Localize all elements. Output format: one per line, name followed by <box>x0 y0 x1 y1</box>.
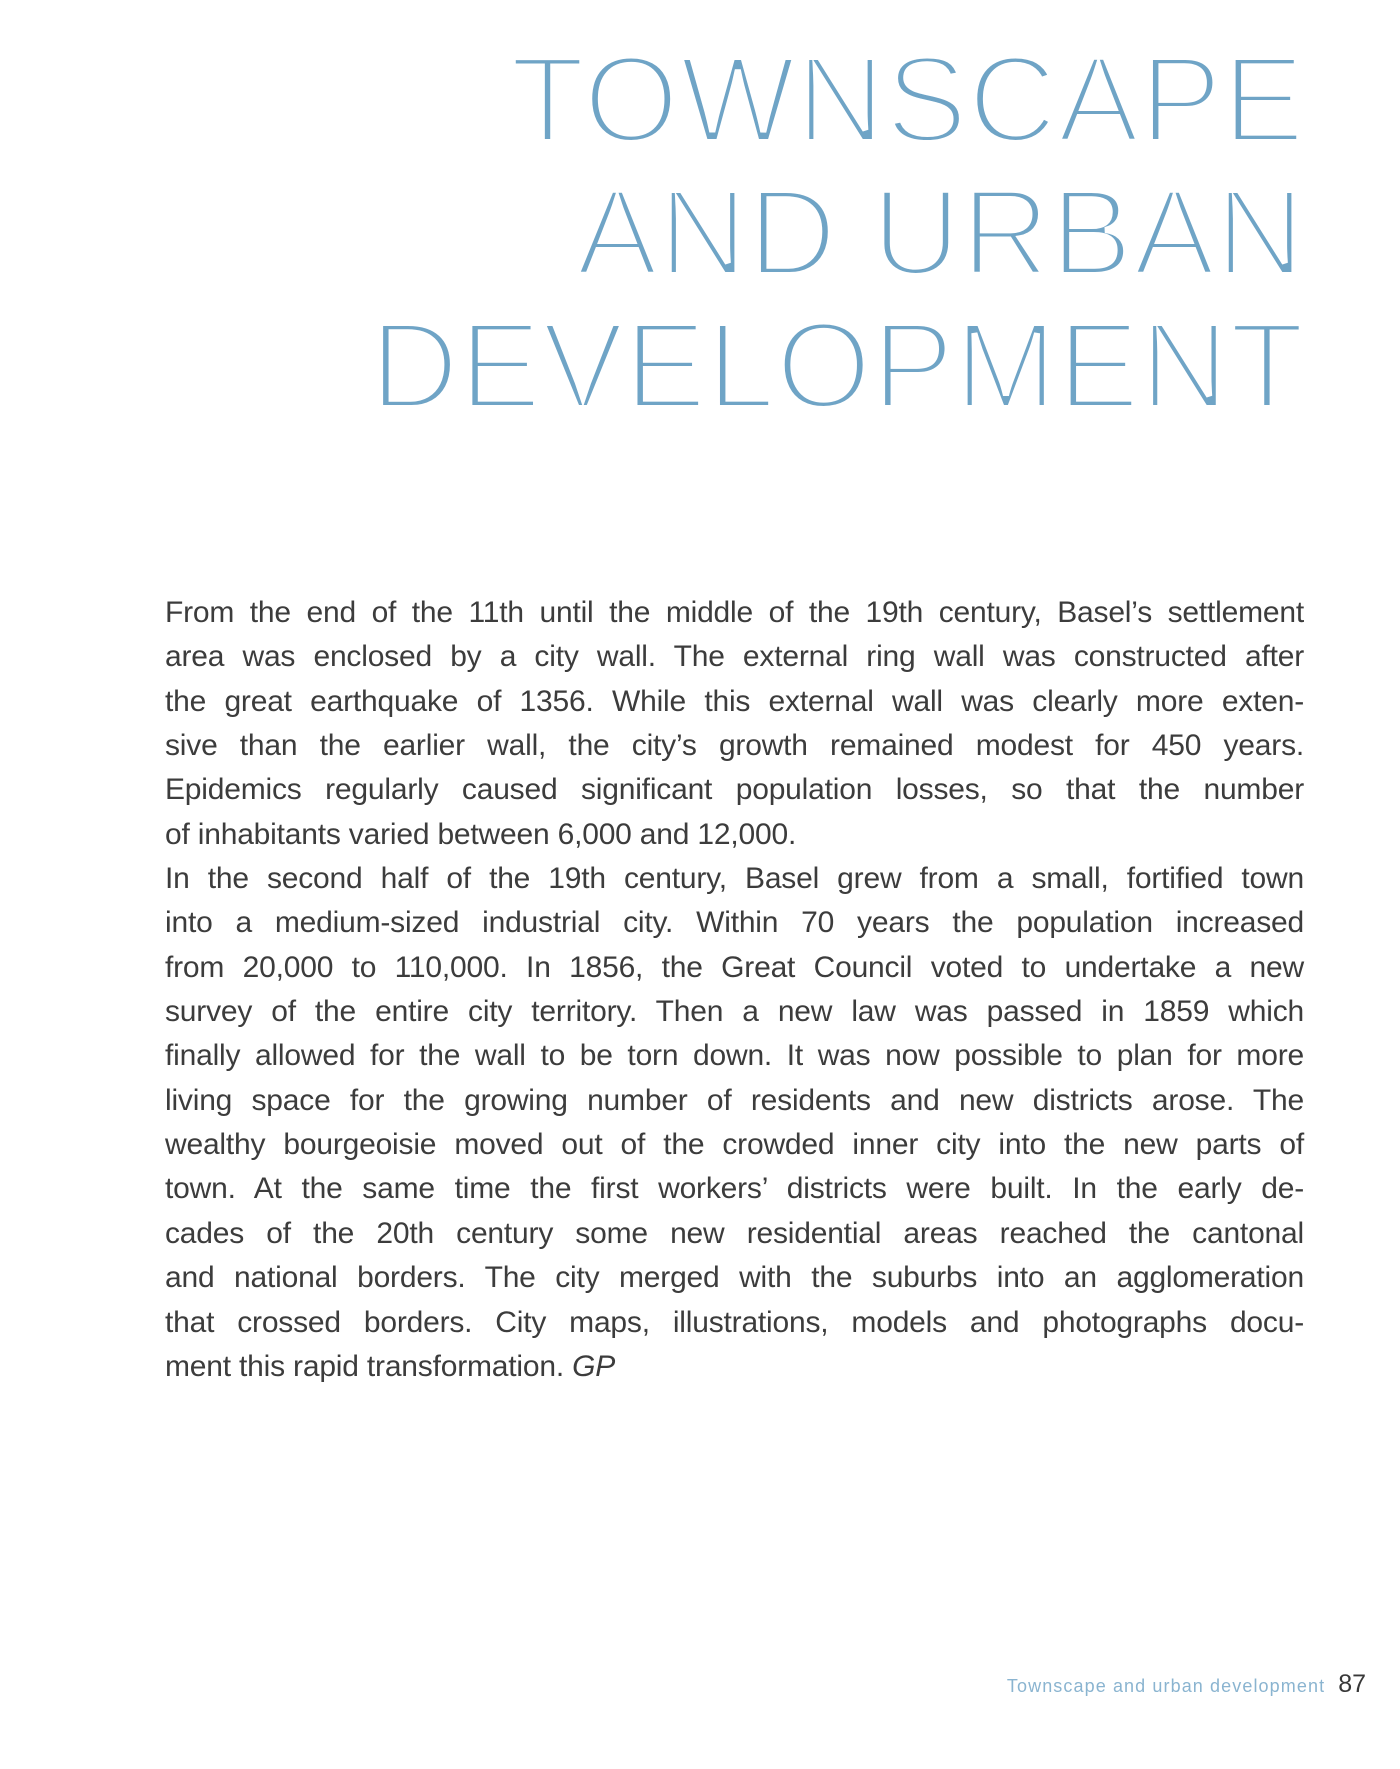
body-text-line: From the end of the 11th until the middle of the 19th century, Basel’s settlement <box>165 596 1304 629</box>
body-text-line: the great earthquake of 1356. While this external wall was clearly more exten- <box>165 684 1304 718</box>
page-footer <box>1007 1670 1366 1699</box>
chapter-title <box>100 34 1305 433</box>
body-text-line: from 20,000 to 110,000. In 1856, the Great Council voted to undertake a new <box>165 950 1304 984</box>
chapter-title-line-3: DEVELOPMENT <box>369 298 1305 435</box>
body-text-line: town. At the same time the first workers’ districts were built. In the early de- <box>165 1172 1304 1206</box>
chapter-title-line-2: AND URBAN <box>576 165 1305 302</box>
body-text-line: In the second half of the 19th century, Basel grew from a small, fortified town <box>165 862 1304 896</box>
body-text-line: living space for the growing number of residents and new districts arose. The <box>165 1083 1304 1117</box>
page-number: 87 <box>1338 1670 1366 1698</box>
chapter-intro-text <box>165 591 1304 1389</box>
body-text-line: Epidemics regularly caused significant population losses, so that the number <box>165 773 1304 807</box>
author-initials: GP <box>572 1349 616 1383</box>
body-text-line: ment this rapid transformation. GP <box>165 1349 616 1383</box>
body-text-line: survey of the entire city territory. Then a new law was passed in 1859 which <box>165 995 1304 1029</box>
body-text-line: into a medium-sized industrial city. Within 70 years the population increased <box>165 906 1304 940</box>
chapter-title-line-1: TOWNSCAPE <box>510 32 1305 169</box>
body-text-line: wealthy bourgeoisie moved out of the crowded inner city into the new parts of <box>165 1128 1304 1162</box>
body-text-line: that crossed borders. City maps, illustrations, models and photographs docu- <box>165 1305 1304 1339</box>
body-text-line: area was enclosed by a city wall. The external ring wall was constructed after <box>165 640 1304 674</box>
body-text-line: sive than the earlier wall, the city’s growth remained modest for 450 years. <box>165 729 1304 763</box>
body-text-line: finally allowed for the wall to be torn down. It was now possible to plan for more <box>165 1039 1304 1073</box>
body-text-line: cades of the 20th century some new residential areas reached the cantonal <box>165 1216 1304 1250</box>
running-footer-label: Townscape and urban development <box>1006 1676 1326 1696</box>
body-text-line: and national borders. The city merged with the suburbs into an agglomeration <box>165 1261 1304 1295</box>
body-text-line: of inhabitants varied between 6,000 and 12,000. <box>165 817 797 851</box>
